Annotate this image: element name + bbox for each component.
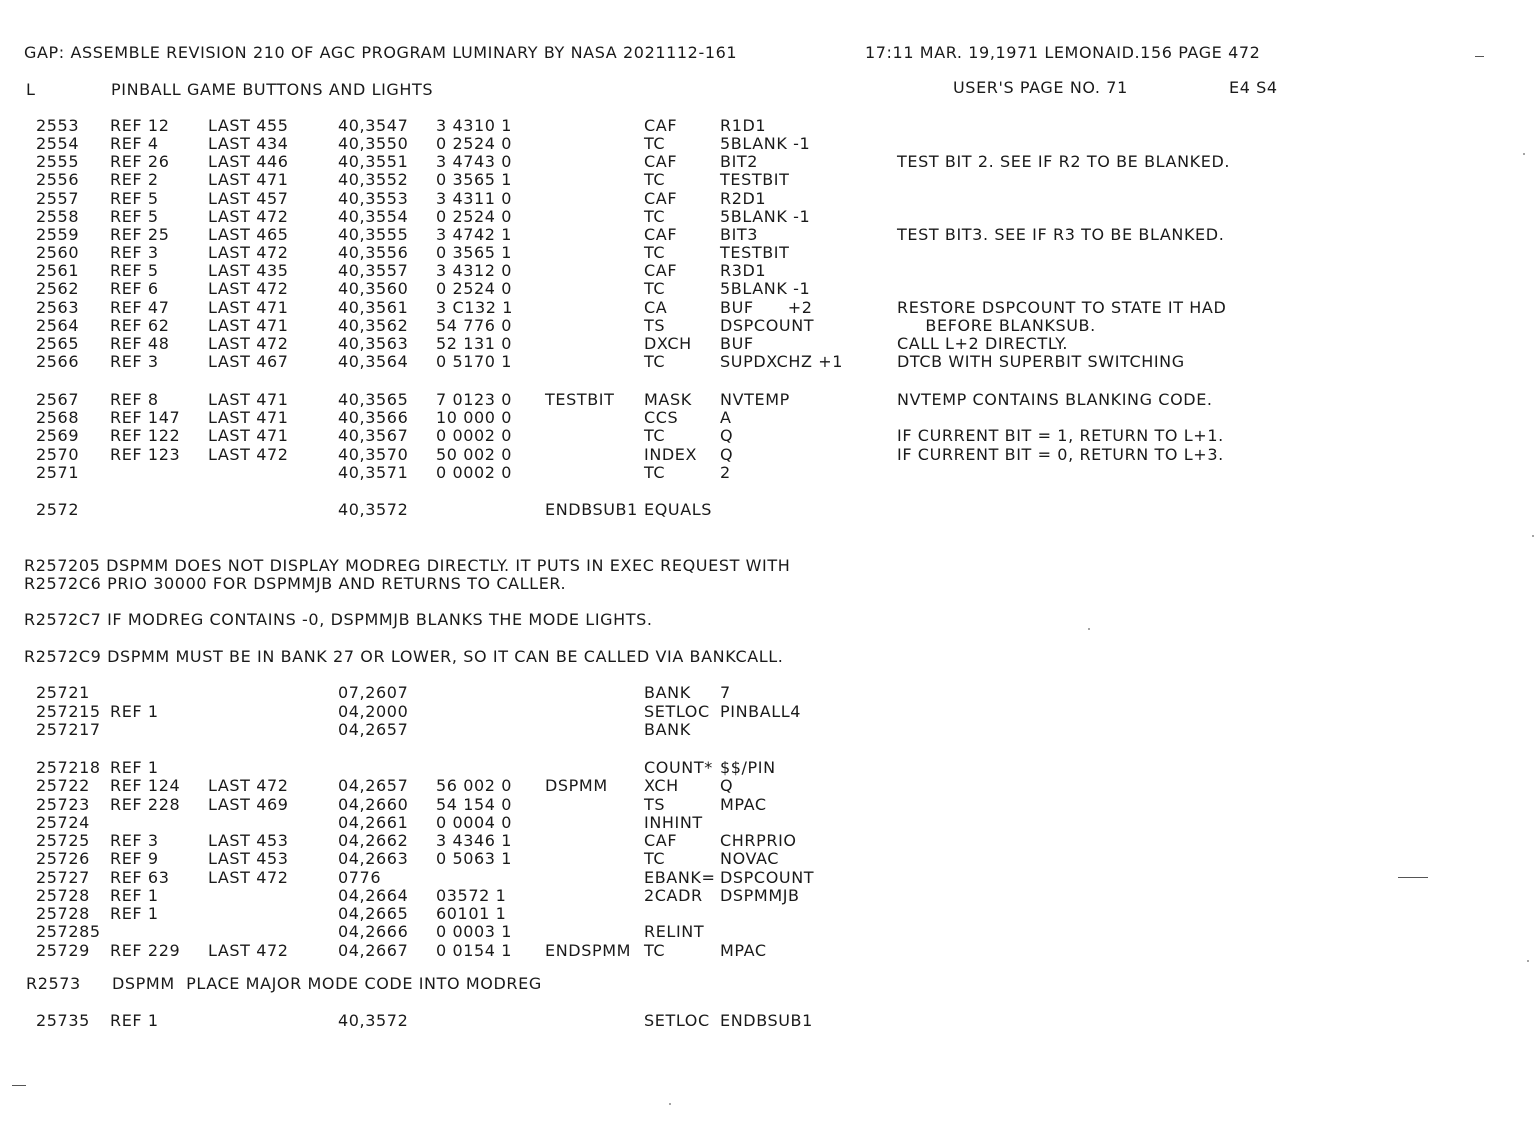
listing-op: CAF xyxy=(644,261,678,280)
listing-last: LAST 472 xyxy=(208,207,289,226)
listing-operand: BIT3 xyxy=(720,225,759,244)
listing-addr: 40,3572 xyxy=(338,1011,409,1030)
listing-code: 3 4312 0 xyxy=(436,261,513,280)
listing-operand: MPAC xyxy=(720,795,767,814)
listing-addr: 07,2607 xyxy=(338,683,409,702)
listing-addr: 40,3556 xyxy=(338,243,409,262)
listing-comment: IF CURRENT BIT = 1, RETURN TO L+1. xyxy=(897,426,1224,445)
scan-mark xyxy=(1475,56,1484,57)
listing-seq: 2571 xyxy=(36,463,80,482)
listing-last: LAST 453 xyxy=(208,849,289,868)
listing-ref: REF 5 xyxy=(110,261,159,280)
listing-code: 3 4743 0 xyxy=(436,152,513,171)
listing-addr: 04,2665 xyxy=(338,904,409,923)
listing-last: LAST 472 xyxy=(208,279,289,298)
listing-ref: REF 5 xyxy=(110,207,159,226)
listing-op: EBANK= xyxy=(644,868,716,887)
listing-seq: 2562 xyxy=(36,279,80,298)
listing-op: TC xyxy=(644,426,666,445)
listing-last: LAST 435 xyxy=(208,261,289,280)
listing-seq: 2567 xyxy=(36,390,80,409)
listing-operand: TESTBIT xyxy=(720,170,790,189)
listing-operand: NOVAC xyxy=(720,849,780,868)
listing-comment: CALL L+2 DIRECTLY. xyxy=(897,334,1069,353)
listing-seq: 2556 xyxy=(36,170,80,189)
listing-ref: REF 124 xyxy=(110,776,181,795)
listing-operand: Q xyxy=(720,776,734,795)
listing-seq: 25725 xyxy=(36,831,90,850)
listing-addr: 40,3554 xyxy=(338,207,409,226)
listing-operand: 5BLANK -1 xyxy=(720,279,811,298)
listing-code: 52 131 0 xyxy=(436,334,513,353)
listing-code: 0 2524 0 xyxy=(436,134,513,153)
listing-code: 0 0004 0 xyxy=(436,813,513,832)
listing-code: 0 0002 0 xyxy=(436,426,513,445)
listing-addr: 40,3550 xyxy=(338,134,409,153)
listing-op: CAF xyxy=(644,152,678,171)
listing-op: DXCH xyxy=(644,334,692,353)
scan-speck xyxy=(1532,535,1534,537)
listing-code: 03572 1 xyxy=(436,886,507,905)
listing-addr: 40,3561 xyxy=(338,298,409,317)
listing-code: 0 5063 1 xyxy=(436,849,513,868)
scan-mark xyxy=(12,1085,26,1086)
listing-operand: DSPCOUNT xyxy=(720,316,815,335)
listing-op: TC xyxy=(644,170,666,189)
listing-ref: REF 229 xyxy=(110,941,181,960)
listing-code: 3 4310 1 xyxy=(436,116,513,135)
note-line: R2572C6 PRIO 30000 FOR DSPMMJB AND RETURNS TO CALLER. xyxy=(24,574,567,593)
listing-ref: REF 48 xyxy=(110,334,170,353)
listing-code: 0 5170 1 xyxy=(436,352,513,371)
listing-operand: Q xyxy=(720,445,734,464)
listing-op: CAF xyxy=(644,831,678,850)
listing-label: ENDBSUB1 xyxy=(545,500,638,519)
header-line-right: 17:11 MAR. 19,1971 LEMONAID.156 PAGE 472 xyxy=(865,43,1261,62)
listing-operand: BUF +2 xyxy=(720,298,813,317)
listing-addr: 04,2662 xyxy=(338,831,409,850)
users-page-number: USER'S PAGE NO. 71 xyxy=(953,78,1128,97)
listing-ref: REF 25 xyxy=(110,225,170,244)
listing-code: 7 0123 0 xyxy=(436,390,513,409)
listing-seq: 25726 xyxy=(36,849,90,868)
listing-operand: ENDBSUB1 xyxy=(720,1011,813,1030)
listing-addr: 40,3562 xyxy=(338,316,409,335)
listing-seq: 25729 xyxy=(36,941,90,960)
listing-ref: REF 123 xyxy=(110,445,181,464)
listing-ref: REF 4 xyxy=(110,134,159,153)
listing-op: 2CADR xyxy=(644,886,703,905)
listing-ref: REF 1 xyxy=(110,904,159,923)
listing-addr: 04,2661 xyxy=(338,813,409,832)
listing-code: 0 3565 1 xyxy=(436,243,513,262)
listing-comment: NVTEMP CONTAINS BLANKING CODE. xyxy=(897,390,1213,409)
listing-label: DSPMM xyxy=(545,776,608,795)
listing-last: LAST 472 xyxy=(208,334,289,353)
listing-addr: 40,3566 xyxy=(338,408,409,427)
listing-last: LAST 471 xyxy=(208,316,289,335)
listing-operand: 5BLANK -1 xyxy=(720,207,811,226)
listing-ref: REF 5 xyxy=(110,189,159,208)
listing-seq: 2558 xyxy=(36,207,80,226)
listing-addr: 40,3555 xyxy=(338,225,409,244)
listing-seq: 257218 xyxy=(36,758,101,777)
listing-code: 54 776 0 xyxy=(436,316,513,335)
listing-addr: 04,2657 xyxy=(338,720,409,739)
listing-last: LAST 465 xyxy=(208,225,289,244)
listing-op: TC xyxy=(644,463,666,482)
listing-code: 3 4346 1 xyxy=(436,831,513,850)
header-letter: L xyxy=(26,80,36,99)
listing-last: LAST 472 xyxy=(208,445,289,464)
listing-addr: 40,3572 xyxy=(338,500,409,519)
listing-op: TC xyxy=(644,279,666,298)
listing-op: COUNT* xyxy=(644,758,713,777)
listing-op: TS xyxy=(644,316,666,335)
listing-op: TC xyxy=(644,134,666,153)
listing-code: 3 C132 1 xyxy=(436,298,514,317)
listing-addr: 40,3571 xyxy=(338,463,409,482)
listing-seq: 25735 xyxy=(36,1011,90,1030)
listing-seq: 2559 xyxy=(36,225,80,244)
listing-code: 0 0154 1 xyxy=(436,941,513,960)
listing-op: SETLOC xyxy=(644,1011,710,1030)
listing-seq: 2553 xyxy=(36,116,80,135)
listing-seq: 25723 xyxy=(36,795,90,814)
listing-seq: 257285 xyxy=(36,922,101,941)
listing-last: LAST 457 xyxy=(208,189,289,208)
listing-operand: DSPMMJB xyxy=(720,886,800,905)
listing-code: 0 2524 0 xyxy=(436,279,513,298)
listing-comment: BEFORE BLANKSUB. xyxy=(897,316,1096,335)
listing-addr: 40,3553 xyxy=(338,189,409,208)
listing-operand: A xyxy=(720,408,732,427)
listing-ref: REF 1 xyxy=(110,886,159,905)
listing-seq: 2569 xyxy=(36,426,80,445)
listing-addr: 0776 xyxy=(338,868,382,887)
page-code: E4 S4 xyxy=(1229,78,1278,97)
listing-op: TC xyxy=(644,941,666,960)
listing-op: CA xyxy=(644,298,668,317)
listing-operand: NVTEMP xyxy=(720,390,790,409)
listing-ref: REF 26 xyxy=(110,152,170,171)
listing-addr: 40,3564 xyxy=(338,352,409,371)
note-line: R2572C7 IF MODREG CONTAINS -0, DSPMMJB BLANKS THE MODE LIGHTS. xyxy=(24,610,653,629)
listing-addr: 40,3547 xyxy=(338,116,409,135)
listing-last: LAST 471 xyxy=(208,170,289,189)
listing-ref: REF 3 xyxy=(110,352,159,371)
listing-code: 50 002 0 xyxy=(436,445,513,464)
listing-operand: DSPCOUNT xyxy=(720,868,815,887)
listing-operand: TESTBIT xyxy=(720,243,790,262)
listing-op: BANK xyxy=(644,720,691,739)
listing-seq: 2568 xyxy=(36,408,80,427)
listing-seq: 2572 xyxy=(36,500,80,519)
listing-seq: 2557 xyxy=(36,189,80,208)
listing-seq: 25728 xyxy=(36,904,90,923)
listing-label: TESTBIT xyxy=(545,390,615,409)
listing-operand: R1D1 xyxy=(720,116,767,135)
listing-seq: 2561 xyxy=(36,261,80,280)
listing-operand: 7 xyxy=(720,683,731,702)
comment-heading-seq: R2573 xyxy=(26,974,81,993)
listing-op: TC xyxy=(644,352,666,371)
listing-code: 0 0003 1 xyxy=(436,922,513,941)
listing-addr: 04,2664 xyxy=(338,886,409,905)
listing-operand: Q xyxy=(720,426,734,445)
scan-speck xyxy=(1523,153,1525,155)
listing-seq: 25721 xyxy=(36,683,90,702)
comment-heading-text: DSPMM PLACE MAJOR MODE CODE INTO MODREG xyxy=(112,974,542,993)
listing-ref: REF 9 xyxy=(110,849,159,868)
listing-code: 10 000 0 xyxy=(436,408,513,427)
listing-last: LAST 472 xyxy=(208,941,289,960)
listing-comment: RESTORE DSPCOUNT TO STATE IT HAD xyxy=(897,298,1227,317)
listing-last: LAST 434 xyxy=(208,134,289,153)
listing-addr: 40,3565 xyxy=(338,390,409,409)
listing-last: LAST 472 xyxy=(208,243,289,262)
listing-comment: TEST BIT 2. SEE IF R2 TO BE BLANKED. xyxy=(897,152,1231,171)
listing-ref: REF 62 xyxy=(110,316,170,335)
scan-speck xyxy=(1527,960,1529,962)
listing-operand: SUPDXCHZ +1 xyxy=(720,352,844,371)
scan-speck xyxy=(669,1103,671,1105)
listing-addr: 40,3560 xyxy=(338,279,409,298)
listing-operand: BIT2 xyxy=(720,152,759,171)
listing-addr: 40,3551 xyxy=(338,152,409,171)
listing-operand: R3D1 xyxy=(720,261,767,280)
listing-code: 0 3565 1 xyxy=(436,170,513,189)
listing-operand: BUF xyxy=(720,334,754,353)
listing-op: EQUALS xyxy=(644,500,713,519)
listing-seq: 2565 xyxy=(36,334,80,353)
listing-addr: 04,2666 xyxy=(338,922,409,941)
listing-ref: REF 228 xyxy=(110,795,181,814)
listing-addr: 04,2660 xyxy=(338,795,409,814)
listing-addr: 04,2657 xyxy=(338,776,409,795)
listing-seq: 25728 xyxy=(36,886,90,905)
listing-op: TC xyxy=(644,207,666,226)
listing-ref: REF 3 xyxy=(110,243,159,262)
listing-seq: 25724 xyxy=(36,813,90,832)
listing-op: INHINT xyxy=(644,813,703,832)
listing-last: LAST 455 xyxy=(208,116,289,135)
listing-addr: 40,3563 xyxy=(338,334,409,353)
scan-mark xyxy=(1398,877,1428,878)
listing-last: LAST 467 xyxy=(208,352,289,371)
listing-seq: 2566 xyxy=(36,352,80,371)
listing-seq: 2555 xyxy=(36,152,80,171)
listing-op: TS xyxy=(644,795,666,814)
listing-ref: REF 1 xyxy=(110,1011,159,1030)
listing-last: LAST 472 xyxy=(208,776,289,795)
listing-code: 3 4742 1 xyxy=(436,225,513,244)
listing-addr: 04,2667 xyxy=(338,941,409,960)
listing-op: SETLOC xyxy=(644,702,710,721)
listing-code: 60101 1 xyxy=(436,904,507,923)
listing-op: CAF xyxy=(644,189,678,208)
listing-operand: CHRPRIO xyxy=(720,831,797,850)
listing-addr: 40,3552 xyxy=(338,170,409,189)
listing-last: LAST 446 xyxy=(208,152,289,171)
listing-comment: TEST BIT3. SEE IF R3 TO BE BLANKED. xyxy=(897,225,1225,244)
listing-last: LAST 472 xyxy=(208,868,289,887)
listing-seq: 257215 xyxy=(36,702,101,721)
listing-ref: REF 1 xyxy=(110,702,159,721)
listing-ref: REF 3 xyxy=(110,831,159,850)
listing-ref: REF 2 xyxy=(110,170,159,189)
listing-op: XCH xyxy=(644,776,679,795)
listing-last: LAST 469 xyxy=(208,795,289,814)
listing-ref: REF 1 xyxy=(110,758,159,777)
listing-op: CAF xyxy=(644,225,678,244)
listing-operand: $$/PIN xyxy=(720,758,776,777)
listing-addr: 40,3567 xyxy=(338,426,409,445)
listing-last: LAST 453 xyxy=(208,831,289,850)
listing-ref: REF 8 xyxy=(110,390,159,409)
listing-comment: IF CURRENT BIT = 0, RETURN TO L+3. xyxy=(897,445,1224,464)
listing-seq: 2570 xyxy=(36,445,80,464)
scan-speck xyxy=(1088,628,1090,630)
listing-seq: 2554 xyxy=(36,134,80,153)
header-line-left: GAP: ASSEMBLE REVISION 210 OF AGC PROGRAM LUMINARY BY NASA 2021112-161 xyxy=(24,43,738,62)
listing-op: RELINT xyxy=(644,922,705,941)
section-title: PINBALL GAME BUTTONS AND LIGHTS xyxy=(111,80,434,99)
listing-operand: 2 xyxy=(720,463,731,482)
listing-ref: REF 147 xyxy=(110,408,181,427)
listing-op: CCS xyxy=(644,408,679,427)
listing-ref: REF 6 xyxy=(110,279,159,298)
listing-code: 56 002 0 xyxy=(436,776,513,795)
note-line: R257205 DSPMM DOES NOT DISPLAY MODREG DIRECTLY. IT PUTS IN EXEC REQUEST WITH xyxy=(24,556,791,575)
listing-op: CAF xyxy=(644,116,678,135)
listing-seq: 2564 xyxy=(36,316,80,335)
listing-last: LAST 471 xyxy=(208,426,289,445)
listing-addr: 04,2663 xyxy=(338,849,409,868)
listing-comment: DTCB WITH SUPERBIT SWITCHING xyxy=(897,352,1185,371)
listing-ref: REF 63 xyxy=(110,868,170,887)
listing-op: BANK xyxy=(644,683,691,702)
listing-op: TC xyxy=(644,849,666,868)
listing-addr: 04,2000 xyxy=(338,702,409,721)
listing-last: LAST 471 xyxy=(208,408,289,427)
listing-seq: 25722 xyxy=(36,776,90,795)
listing-ref: REF 47 xyxy=(110,298,170,317)
listing-last: LAST 471 xyxy=(208,298,289,317)
listing-op: INDEX xyxy=(644,445,698,464)
listing-seq: 25727 xyxy=(36,868,90,887)
note-line: R2572C9 DSPMM MUST BE IN BANK 27 OR LOWER, SO IT CAN BE CALLED VIA BANKCALL. xyxy=(24,647,784,666)
listing-operand: R2D1 xyxy=(720,189,767,208)
listing-code: 0 0002 0 xyxy=(436,463,513,482)
listing-code: 3 4311 0 xyxy=(436,189,513,208)
listing-operand: MPAC xyxy=(720,941,767,960)
listing-seq: 2563 xyxy=(36,298,80,317)
listing-op: TC xyxy=(644,243,666,262)
listing-code: 54 154 0 xyxy=(436,795,513,814)
listing-operand: PINBALL4 xyxy=(720,702,802,721)
listing-ref: REF 122 xyxy=(110,426,181,445)
listing-addr: 40,3570 xyxy=(338,445,409,464)
listing-ref: REF 12 xyxy=(110,116,170,135)
listing-seq: 2560 xyxy=(36,243,80,262)
listing-seq: 257217 xyxy=(36,720,101,739)
listing-last: LAST 471 xyxy=(208,390,289,409)
listing-addr: 40,3557 xyxy=(338,261,409,280)
listing-operand: 5BLANK -1 xyxy=(720,134,811,153)
listing-code: 0 2524 0 xyxy=(436,207,513,226)
listing-label: ENDSPMM xyxy=(545,941,632,960)
listing-op: MASK xyxy=(644,390,692,409)
